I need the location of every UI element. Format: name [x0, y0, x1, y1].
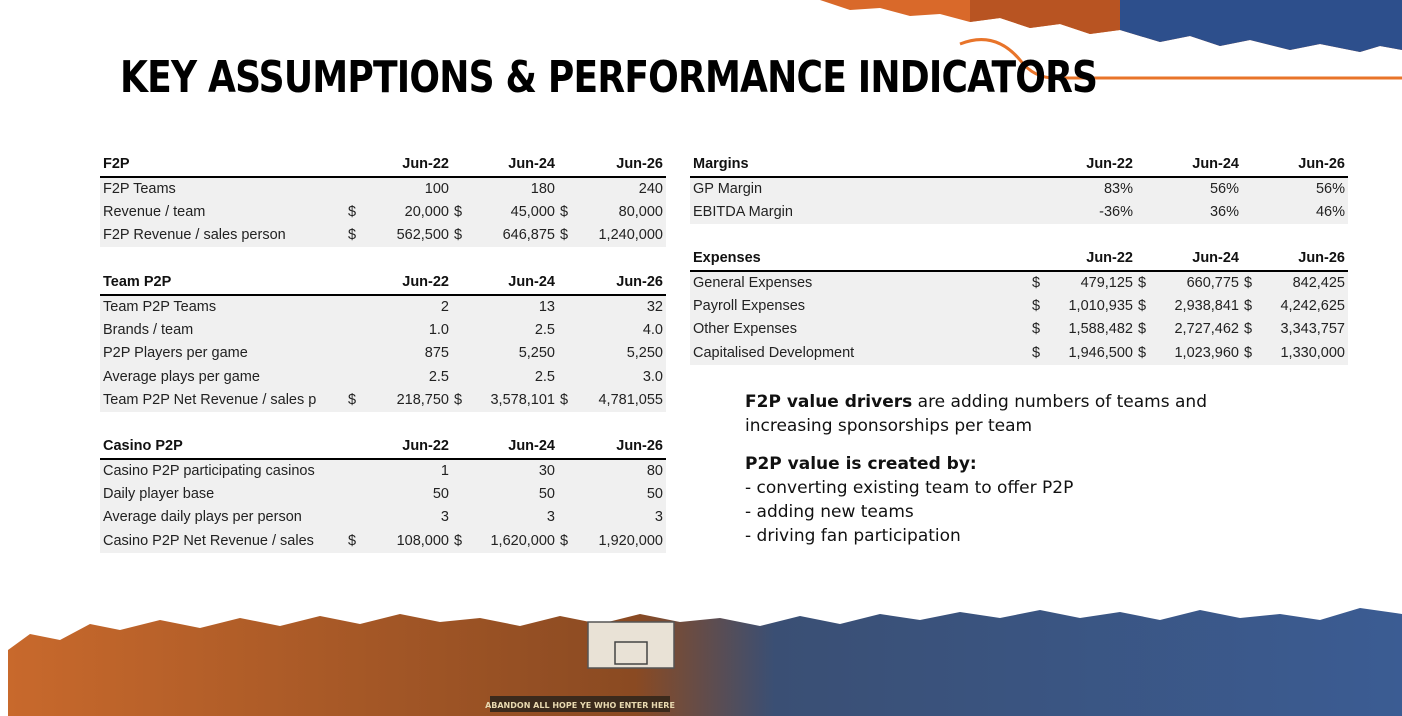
cell-value: 30 [466, 459, 558, 483]
cell-value: 100 [360, 177, 452, 201]
currency-symbol [452, 295, 466, 319]
team-p2p-row [100, 389, 666, 413]
team-p2p-row [100, 365, 666, 389]
f2p-header-jun22: Jun-22 [346, 153, 452, 177]
currency-symbol [558, 295, 572, 319]
currency-symbol: $ [452, 200, 466, 224]
f2p-header-jun24: Jun-24 [452, 153, 558, 177]
currency-symbol: $ [1136, 341, 1150, 365]
currency-symbol: $ [346, 200, 360, 224]
cell-value: 5,250 [466, 342, 558, 366]
currency-symbol [346, 459, 360, 483]
cell-value: 479,125 [1044, 271, 1136, 295]
row-label: Other Expenses [690, 318, 1030, 342]
f2p-value-drivers-heading: F2P value drivers [745, 392, 913, 412]
row-label: General Expenses [690, 271, 1030, 295]
row-label: Capitalised Development [690, 341, 1030, 365]
currency-symbol [452, 482, 466, 506]
casino-p2p-header-jun22: Jun-22 [346, 435, 452, 459]
row-label: Casino P2P participating casinos [100, 459, 346, 483]
casino-p2p-row [100, 459, 666, 483]
currency-symbol: $ [1136, 318, 1150, 342]
expenses-row [690, 271, 1348, 295]
f2p-row [100, 177, 666, 201]
currency-symbol [452, 318, 466, 342]
currency-symbol [1242, 177, 1256, 201]
currency-symbol [346, 342, 360, 366]
currency-symbol [558, 506, 572, 530]
cell-value: 2.5 [360, 365, 452, 389]
cell-value: 2.5 [466, 365, 558, 389]
row-label: GP Margin [690, 177, 1030, 201]
margins-header-jun22: Jun-22 [1030, 153, 1136, 177]
currency-symbol [558, 177, 572, 201]
f2p-header-jun26: Jun-26 [558, 153, 666, 177]
casino-p2p-row [100, 506, 666, 530]
currency-symbol [452, 177, 466, 201]
currency-symbol: $ [1242, 294, 1256, 318]
currency-symbol [558, 318, 572, 342]
cell-value: 1,946,500 [1044, 341, 1136, 365]
currency-symbol [1242, 200, 1256, 224]
currency-symbol [558, 342, 572, 366]
cell-value: 1,620,000 [466, 529, 558, 553]
currency-symbol [346, 482, 360, 506]
cell-value: 1,920,000 [572, 529, 666, 553]
f2p-row [100, 224, 666, 248]
currency-symbol [452, 459, 466, 483]
casino-p2p-header-jun24: Jun-24 [452, 435, 558, 459]
cell-value: 2,727,462 [1150, 318, 1242, 342]
row-label: F2P Teams [100, 177, 346, 201]
currency-symbol [558, 482, 572, 506]
currency-symbol: $ [1030, 294, 1044, 318]
team-p2p-header-jun22: Jun-22 [346, 271, 452, 295]
currency-symbol [452, 342, 466, 366]
row-label: P2P Players per game [100, 342, 346, 366]
cell-value: 4,242,625 [1256, 294, 1348, 318]
f2p-header-label: F2P [100, 153, 346, 177]
currency-symbol: $ [1136, 294, 1150, 318]
currency-symbol: $ [346, 224, 360, 248]
currency-symbol: $ [1242, 341, 1256, 365]
team-p2p-header-jun24: Jun-24 [452, 271, 558, 295]
p2p-bullet: - driving fan participation [745, 526, 961, 546]
cell-value: 2.5 [466, 318, 558, 342]
cell-value: 4,781,055 [572, 389, 666, 413]
currency-symbol: $ [452, 389, 466, 413]
currency-symbol: $ [1136, 271, 1150, 295]
currency-symbol: $ [1242, 318, 1256, 342]
cell-value: 3 [360, 506, 452, 530]
cell-value: 3,343,757 [1256, 318, 1348, 342]
cell-value: 56% [1256, 177, 1348, 201]
cell-value: 1,010,935 [1044, 294, 1136, 318]
currency-symbol: $ [1030, 271, 1044, 295]
cell-value: -36% [1044, 200, 1136, 224]
p2p-bullet: - converting existing team to offer P2P [745, 478, 1074, 498]
cell-value: 3,578,101 [466, 389, 558, 413]
row-label: Revenue / team [100, 200, 346, 224]
cell-value: 3 [466, 506, 558, 530]
cell-value: 1.0 [360, 318, 452, 342]
row-label: Casino P2P Net Revenue / sales [100, 529, 346, 553]
cell-value: 45,000 [466, 200, 558, 224]
banner-sign-text: ABANDON ALL HOPE YE WHO ENTER HERE [485, 701, 675, 710]
expenses-header-jun22: Jun-22 [1030, 247, 1136, 271]
row-label: Payroll Expenses [690, 294, 1030, 318]
margins-row [690, 200, 1348, 224]
row-label: EBITDA Margin [690, 200, 1030, 224]
currency-symbol [1030, 200, 1044, 224]
cell-value: 240 [572, 177, 666, 201]
cell-value: 646,875 [466, 224, 558, 248]
currency-symbol: $ [452, 224, 466, 248]
casino-p2p-row [100, 482, 666, 506]
cell-value: 46% [1256, 200, 1348, 224]
cell-value: 20,000 [360, 200, 452, 224]
casino-p2p-row [100, 529, 666, 553]
currency-symbol [1030, 177, 1044, 201]
currency-symbol: $ [346, 389, 360, 413]
expenses-header-jun26: Jun-26 [1242, 247, 1348, 271]
currency-symbol: $ [558, 200, 572, 224]
team-p2p-row [100, 295, 666, 319]
cell-value: 660,775 [1150, 271, 1242, 295]
crowd-photo-banner [0, 600, 1402, 716]
cell-value: 562,500 [360, 224, 452, 248]
value-drivers-notes [745, 390, 1265, 548]
currency-symbol [1136, 177, 1150, 201]
margins-table [690, 153, 1348, 224]
currency-symbol: $ [558, 389, 572, 413]
cell-value: 5,250 [572, 342, 666, 366]
cell-value: 2 [360, 295, 452, 319]
team-p2p-header-jun26: Jun-26 [558, 271, 666, 295]
row-label: Average plays per game [100, 365, 346, 389]
cell-value: 50 [466, 482, 558, 506]
currency-symbol: $ [1242, 271, 1256, 295]
cell-value: 50 [572, 482, 666, 506]
team-p2p-row [100, 342, 666, 366]
currency-symbol [346, 177, 360, 201]
expenses-row [690, 294, 1348, 318]
cell-value: 13 [466, 295, 558, 319]
expenses-row [690, 318, 1348, 342]
row-label: F2P Revenue / sales person [100, 224, 346, 248]
cell-value: 875 [360, 342, 452, 366]
casino-p2p-header-label: Casino P2P [100, 435, 346, 459]
margins-header-jun24: Jun-24 [1136, 153, 1242, 177]
cell-value: 842,425 [1256, 271, 1348, 295]
cell-value: 32 [572, 295, 666, 319]
row-label: Team P2P Net Revenue / sales p [100, 389, 346, 413]
cell-value: 218,750 [360, 389, 452, 413]
margins-row [690, 177, 1348, 201]
cell-value: 80 [572, 459, 666, 483]
cell-value: 83% [1044, 177, 1136, 201]
expenses-row [690, 341, 1348, 365]
currency-symbol: $ [452, 529, 466, 553]
cell-value: 3 [572, 506, 666, 530]
currency-symbol: $ [1030, 341, 1044, 365]
cell-value: 180 [466, 177, 558, 201]
cell-value: 36% [1150, 200, 1242, 224]
currency-symbol [452, 365, 466, 389]
row-label: Average daily plays per person [100, 506, 346, 530]
cell-value: 56% [1150, 177, 1242, 201]
currency-symbol: $ [1030, 318, 1044, 342]
cell-value: 80,000 [572, 200, 666, 224]
currency-symbol: $ [346, 529, 360, 553]
casino-p2p-header-jun26: Jun-26 [558, 435, 666, 459]
expenses-table [690, 247, 1348, 365]
page-title: KEY ASSUMPTIONS & PERFORMANCE INDICATORS [120, 52, 1098, 103]
f2p-value-drivers-text [745, 390, 1265, 438]
row-label: Brands / team [100, 318, 346, 342]
cell-value: 1,240,000 [572, 224, 666, 248]
currency-symbol: $ [558, 529, 572, 553]
cell-value: 1 [360, 459, 452, 483]
cell-value: 108,000 [360, 529, 452, 553]
currency-symbol [1136, 200, 1150, 224]
currency-symbol [346, 318, 360, 342]
p2p-value-heading: P2P value is created by: [745, 454, 977, 474]
currency-symbol [346, 365, 360, 389]
currency-symbol: $ [558, 224, 572, 248]
cell-value: 4.0 [572, 318, 666, 342]
currency-symbol [558, 459, 572, 483]
casino-p2p-table [100, 435, 666, 553]
f2p-row [100, 200, 666, 224]
cell-value: 50 [360, 482, 452, 506]
currency-symbol [346, 506, 360, 530]
row-label: Team P2P Teams [100, 295, 346, 319]
p2p-bullet: - adding new teams [745, 502, 914, 522]
cell-value: 1,588,482 [1044, 318, 1136, 342]
margins-header-jun26: Jun-26 [1242, 153, 1348, 177]
currency-symbol [558, 365, 572, 389]
cell-value: 1,023,960 [1150, 341, 1242, 365]
team-p2p-row [100, 318, 666, 342]
team-p2p-header-label: Team P2P [100, 271, 346, 295]
team-p2p-table [100, 271, 666, 412]
row-label: Daily player base [100, 482, 346, 506]
cell-value: 2,938,841 [1150, 294, 1242, 318]
cell-value: 1,330,000 [1256, 341, 1348, 365]
f2p-table [100, 153, 666, 247]
margins-header-label: Margins [690, 153, 1030, 177]
expenses-header-label: Expenses [690, 247, 1030, 271]
currency-symbol [452, 506, 466, 530]
expenses-header-jun24: Jun-24 [1136, 247, 1242, 271]
currency-symbol [346, 295, 360, 319]
cell-value: 3.0 [572, 365, 666, 389]
f2p-value-drivers-body: are adding numbers of teams and increasing sponsorships per team [745, 392, 1207, 436]
